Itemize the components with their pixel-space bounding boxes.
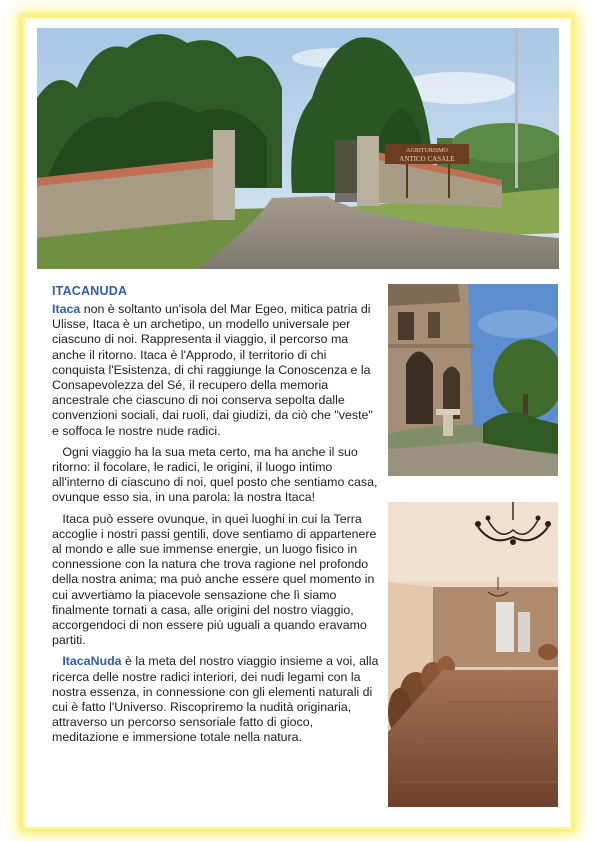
hero-photo-entrance: [37, 28, 559, 269]
paragraph-lead-itacanuda: ItacaNuda: [62, 654, 122, 669]
paragraph-text: è la meta del nostro viaggio insieme a voi, alla ricerca delle nostre radici interiori, dei nudi legami con la nostra essenza, in connessione con gli elementi naturali di cui è fatto l'Universo. Riscopriremo la nudità originaria, attraverso un percorso sensoriale fatto di gioco, meditazione e immersione totale nella natura.: [52, 654, 379, 745]
paragraph-text: non è soltanto un'isola del Mar Egeo, mitica patria di Ulisse, Itaca è un archetipo, un modello universale per ciascuno di noi. Rappresenta il viaggio, il percorso ma anche il ritorno. Itaca è l'Approdo, il territorio di chi conquista l'Esistenza, di chi raggiunge la Conoscenza e la Consapevolezza del Sé, il recupero della memoria ancestrale che ciascuno di noi conserva sepolta dalle convenzioni sociali, dai ruoli, dai giudizi, da ciò che "veste" e soffoca le nostre nude radici.: [52, 302, 373, 438]
paragraph-text: Itaca può essere ovunque, in quei luoghi in cui la Terra accoglie i nostri passi gentili, dove sentiamo di appartenere al mondo e alle sue immense energie, un luogo fisico in connessione con la natura che trova ragione nel profondo della nostra anima; ma può anche essere quel momento in cui avvertiamo la piacevole sensazione che lì siamo finalmente tornati a casa, alle origini del nostro viaggio, accorgendoci di non essere più uguali a quando eravamo partiti.: [52, 511, 377, 648]
villa-photo: [388, 284, 558, 476]
article: [52, 283, 382, 752]
hero-sign-line1: AGRITURISMO: [406, 148, 448, 154]
article-paragraph-1: [52, 302, 382, 439]
paragraph-lead-itaca: Itaca: [52, 302, 81, 316]
paragraph-text: Ogni viaggio ha la sua meta certo, ma ha anche il suo ritorno: il focolare, le radici, le origini, il luogo intimo all'interno di ciascuno di noi, quel posto che sentiamo casa, ovunque esso sia, in una parola: la nostra Itaca!: [52, 444, 378, 505]
article-paragraph-2: [52, 445, 382, 506]
article-title: ITACANUDA: [52, 284, 128, 298]
article-paragraph-3: [52, 512, 382, 649]
cellar-photo: [388, 502, 558, 807]
hero-sign-line2: ANTICO CASALE: [399, 155, 455, 163]
article-paragraph-4: [52, 654, 382, 745]
